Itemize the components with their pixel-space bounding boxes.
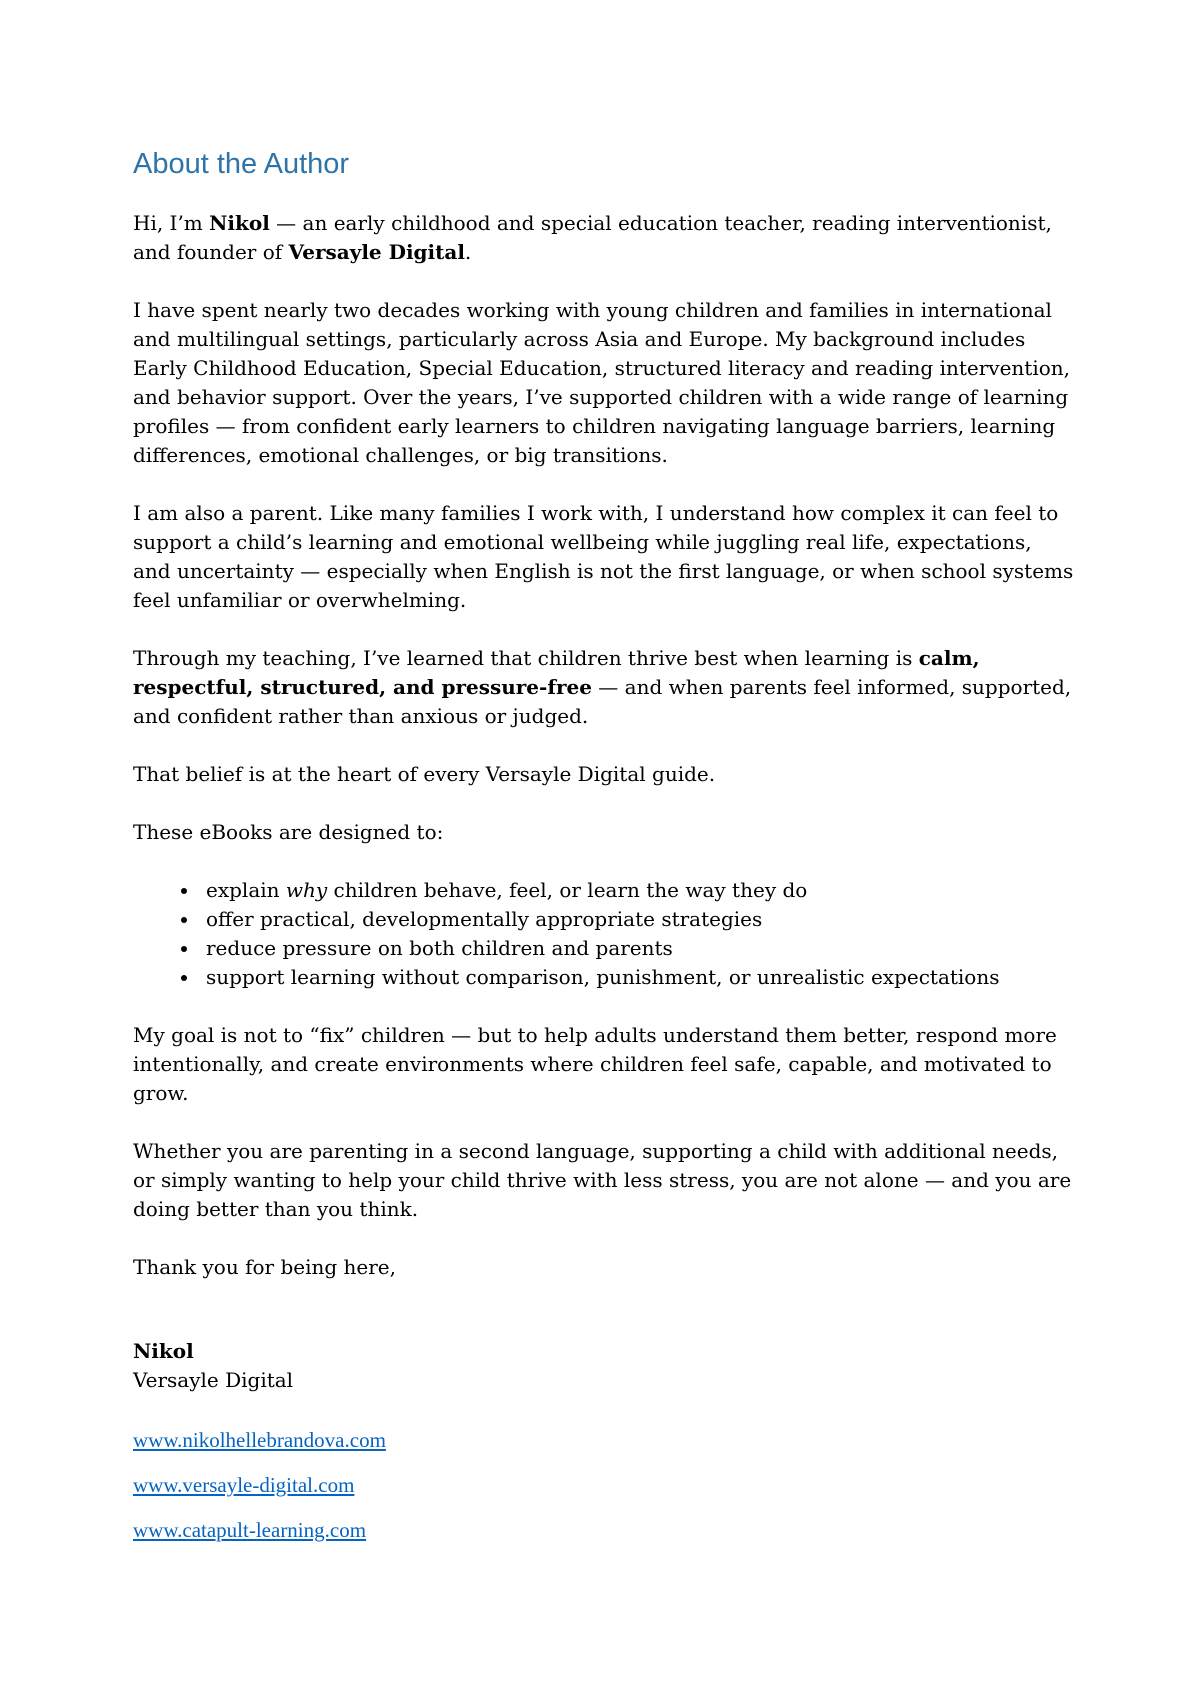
paragraph-parent: I am also a parent. Like many families I work with, I understand how complex it can feel to support a child’s learning and emotional wellbeing while juggling real life, expectations, and uncertainty — especially when English is not the first language, or when school systems feel unfamiliar or overwhelming. [133, 501, 1074, 612]
paragraph-goal: My goal is not to “fix” children — but to help adults understand them better, respond more intentionally, and create environments where children feel safe, capable, and motivated to grow. [133, 1023, 1057, 1105]
list-item-support [200, 963, 1075, 992]
intro-text-pre: Hi, I’m [133, 211, 210, 235]
teaching-text-pre: Through my teaching, I’ve learned that children thrive best when learning is [133, 646, 919, 670]
paragraph-teaching [133, 644, 1075, 731]
link-catapult-learning[interactable]: www.catapult-learning.com [133, 1518, 367, 1542]
paragraph-thanks: Thank you for being here, [133, 1255, 396, 1279]
link-versayle-digital[interactable]: www.versayle-digital.com [133, 1473, 355, 1497]
ebook-purpose-list [133, 876, 1075, 992]
bullet-text-post: reduce pressure on both children and parents [206, 936, 673, 960]
intro-text-end: . [464, 240, 472, 264]
signature-name: Nikol [133, 1339, 194, 1363]
list-item-explain [200, 876, 1075, 905]
author-name-bold: Nikol [209, 211, 270, 235]
bullet-text-post: children behave, feel, or learn the way they do [327, 878, 808, 902]
teaching-values-bold: calm, respectful, structured, and pressure-free [133, 646, 980, 699]
paragraph-experience: I have spent nearly two decades working with young children and families in international and multilingual settings, particularly across Asia and Europe. My background includes Early Childhood Education, Special Education, structured literacy and reading intervention, and behavior support. Over the years, I’ve supported children with a wide range of learning profiles — from confident early learners to children navigating language barriers, learning differences, emotional challenges, or big transitions. [133, 298, 1071, 467]
page-title: About the Author [133, 148, 350, 180]
list-item-reduce [200, 934, 1075, 963]
teaching-text-post: — and when parents feel informed, supported, and confident rather than anxious or judged. [133, 675, 1072, 728]
link-row [133, 1471, 1075, 1500]
signature-company: Versayle Digital [133, 1368, 294, 1392]
paragraph-belief: That belief is at the heart of every Versayle Digital guide. [133, 762, 716, 786]
bullet-text-post: offer practical, developmentally appropriate strategies [206, 907, 763, 931]
link-row [133, 1426, 1075, 1455]
links-block [133, 1426, 1075, 1545]
bullet-text-post: support learning without comparison, punishment, or unrealistic expectations [206, 965, 1000, 989]
link-personal-website[interactable]: www.nikolhellebrandova.com [133, 1428, 386, 1452]
intro-text-mid: — an early childhood and special education teacher, reading interventionist, and founder of [133, 211, 1052, 264]
brand-name-bold: Versayle Digital [288, 240, 465, 264]
paragraph-intro [133, 209, 1075, 267]
link-row [133, 1516, 1075, 1545]
list-item-offer [200, 905, 1075, 934]
bullet-text-pre: explain [206, 878, 286, 902]
signature-block [133, 1337, 1075, 1395]
paragraph-designed-intro: These eBooks are designed to: [133, 820, 444, 844]
paragraph-whether: Whether you are parenting in a second language, supporting a child with additional needs, or simply wanting to help your child thrive with less stress, you are not alone — and you are doing better than you think. [133, 1139, 1072, 1221]
bullet-text-italic: why [285, 878, 328, 902]
